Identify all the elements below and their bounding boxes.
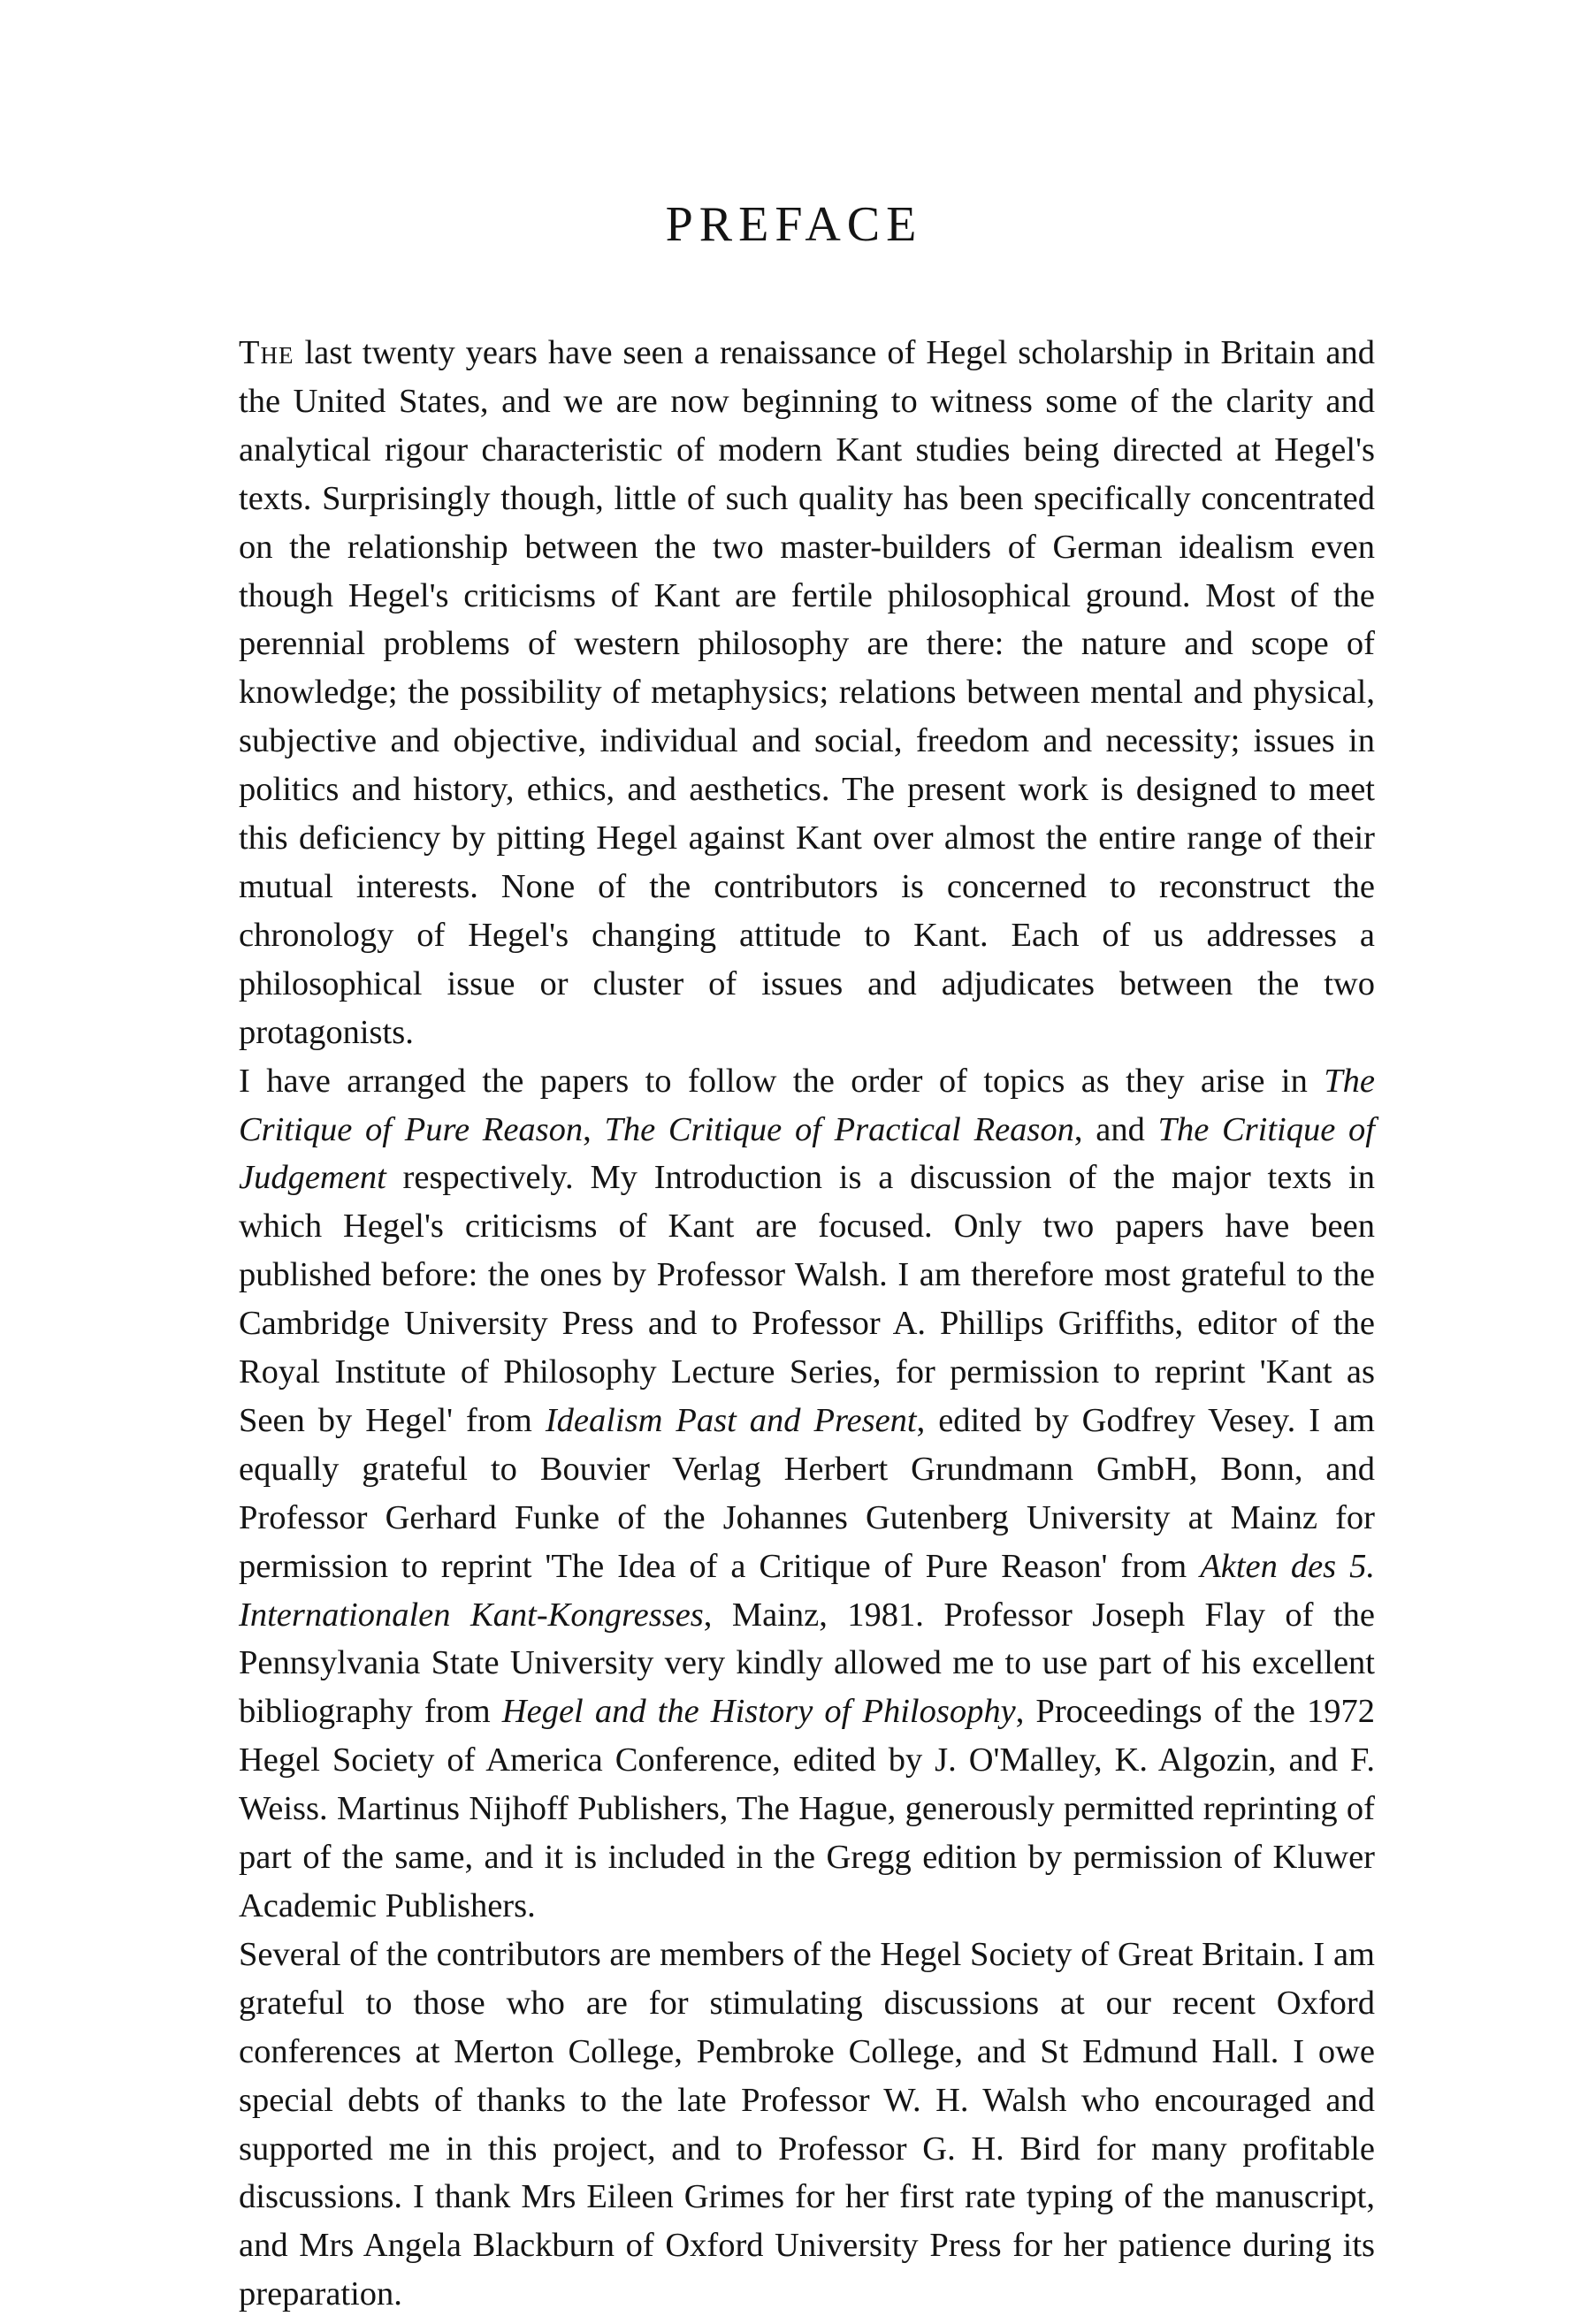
italic-title-text: Akten des 5. Internationalen Kant-Kongresses: [239, 1547, 1375, 1634]
text-run: Several of the contributors are members of the Hegel Society of Great Britain. I am grateful to those who are for stimulating discussions at our recent Oxford conferences at Merton College, Pembroke College, and St Edmund Hall. I owe special debts of thanks to the late Professor W. H. Walsh who encouraged and supported me in this project, and to Professor G. H. Bird for many profitable discussions. I thank Mrs Eileen Grimes for her first rate typing of the manuscript, and Mrs Angela Blackburn of Oxford University Press for her patience during its preparation.: [239, 1935, 1375, 2313]
text-run: , and: [1073, 1110, 1158, 1148]
text-run: respectively. My Introduction is a discussion of the major texts in which Hegel's criticisms of Kant are focused. Only two papers have been published before: the ones by Professor Walsh. I am therefore most grateful to the Cambridge University Press and to Professor A. Phillips Griffiths, editor of the Royal Institute of Philosophy Lecture Series, for permission to reprint 'Kant as Seen by Hegel' from: [239, 1159, 1375, 1439]
text-run: ,: [583, 1110, 605, 1148]
italic-title-text: The Critique of Practical Reason: [604, 1110, 1074, 1148]
italic-title-text: Idealism Past and Present: [545, 1401, 917, 1439]
paragraph: [239, 329, 1375, 1057]
paragraph: [239, 1931, 1375, 2319]
text-run: I have arranged the papers to follow the order of topics as they arise in: [239, 1062, 1325, 1100]
text-run: , Mainz, 1981. Professor Joseph Flay of the Pennsylvania State University very kindly allowed me to use part of his excellent bibliography from: [239, 1596, 1375, 1731]
text-run: , Proceedings of the 1972 Hegel Society of America Conference, edited by J. O'Malley, K. Algozin, and F. Weiss. Martinus Nijhoff Publishers, The Hague, generously permitted reprinting of part of the same, and it is included in the Gregg edition by permission of Kluwer Academic Publishers.: [239, 1693, 1375, 1924]
paragraph: [239, 1057, 1375, 1931]
italic-title-text: Hegel and the History of Philosophy: [501, 1693, 1016, 1731]
small-caps-opening: The: [239, 334, 294, 371]
text-run: last twenty years have seen a renaissance of Hegel scholarship in Britain and the United States, and we are now beginning to witness some of the clarity and analytical rigour characteristic of modern Kant studies being directed at Hegel's texts. Surprisingly though, little of such quality has been specifically concentrated on the relationship between the two master-builders of German idealism even though Hegel's criticisms of Kant are fertile philosophical ground. Most of the perennial problems of western philosophy are there: the nature and scope of knowledge; the possibility of metaphysics; relations between mental and physical, subjective and objective, individual and social, freedom and necessity; issues in politics and history, ethics, and aesthetics. The present work is designed to meet this deficiency by pitting Hegel against Kant over almost the entire range of their mutual interests. None of the contributors is concerned to reconstruct the chronology of Hegel's changing attitude to Kant. Each of us addresses a philosophical issue or cluster of issues and adjudicates between the two protagonists.: [239, 334, 1375, 1051]
preface-body: [239, 329, 1375, 2319]
text-run: , edited by Godfrey Vesey. I am equally grateful to Bouvier Verlag Herbert Grundmann GmbH, Bonn, and Professor Gerhard Funke of the Johannes Gutenberg University at Mainz for permission to reprint 'The Idea of a Critique of Pure Reason' from: [239, 1401, 1375, 1585]
italic-title-text: The Critique of Judgement: [239, 1110, 1375, 1197]
italic-title-text: The Critique of Pure Reason: [239, 1062, 1375, 1148]
page-title: PREFACE: [665, 197, 923, 252]
